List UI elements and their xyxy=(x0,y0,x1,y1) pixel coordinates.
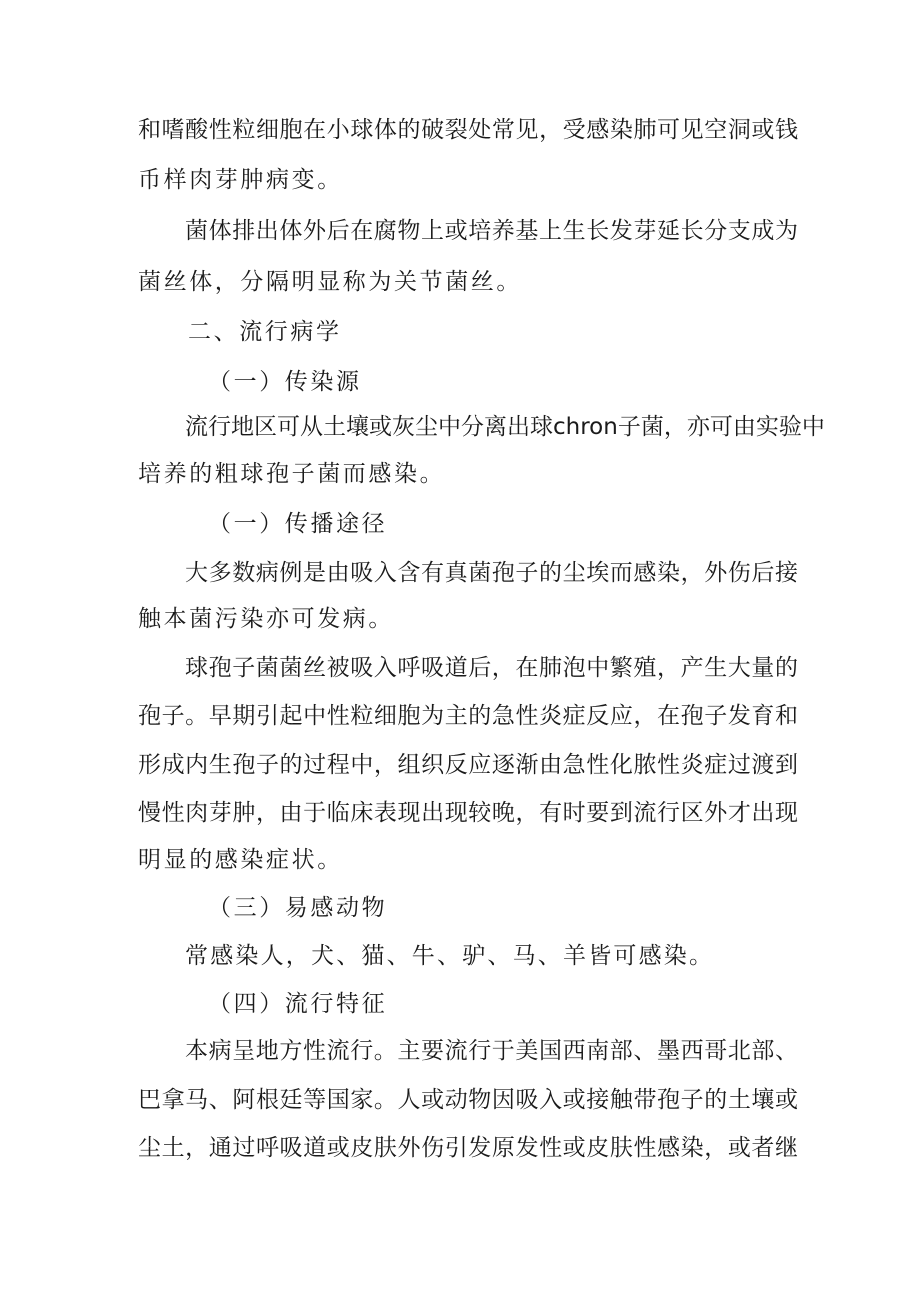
paragraph-line: 菌体排出体外后在腐物上或培养基上生长发芽延长分支成为 xyxy=(185,218,798,244)
paragraph-line: 球孢子菌菌丝被吸入呼吸道后，在肺泡中繁殖，产生大量的 xyxy=(185,655,798,681)
subsection-heading: （四）流行特征 xyxy=(208,991,388,1017)
paragraph-line: 巴拿马、阿根廷等国家。人或动物因吸入或接触带孢子的土壤或 xyxy=(138,1087,798,1113)
paragraph-line: 慢性肉芽肿，由于临床表现出现较晚，有时要到流行区外才出现 xyxy=(138,800,798,826)
paragraph-line: 明显的感染症状。 xyxy=(138,847,343,873)
paragraph-line: 和嗜酸性粒细胞在小球体的破裂处常见，受感染肺可见空洞或钱 xyxy=(138,117,798,143)
paragraph-line: 菌丝体，分隔明显称为关节菌丝。 xyxy=(138,269,522,295)
paragraph-line: 常感染人，犬、猫、牛、驴、马、羊皆可感染。 xyxy=(185,943,715,969)
paragraph-line: 孢子。早期引起中性粒细胞为主的急性炎症反应，在孢子发育和 xyxy=(138,703,798,729)
paragraph-line: 尘土，通过呼吸道或皮肤外伤引发原发性或皮肤性感染，或者继 xyxy=(138,1135,798,1161)
paragraph-line: 本病呈地方性流行。主要流行于美国西南部、墨西哥北部、 xyxy=(185,1038,798,1064)
subsection-heading: （三）易感动物 xyxy=(208,895,388,921)
subsection-heading: （一）传播途径 xyxy=(208,511,388,537)
paragraph-line: 币样肉芽肿病变。 xyxy=(138,167,343,193)
section-heading: 二、流行病学 xyxy=(188,319,342,345)
paragraph-line: 形成内生孢子的过程中，组织反应逐渐由急性化脓性炎症过渡到 xyxy=(138,752,798,778)
subsection-heading: （一）传染源 xyxy=(208,369,362,395)
paragraph-line: 流行地区可从土壤或灰尘中分离出球chron子菌，亦可由实验中 xyxy=(185,414,825,440)
paragraph-line: 触本菌污染亦可发病。 xyxy=(138,606,394,632)
paragraph-line: 大多数病例是由吸入含有真菌孢子的尘埃而感染，外伤后接 xyxy=(185,560,798,586)
paragraph-line: 培养的粗球孢子菌而感染。 xyxy=(138,461,446,487)
